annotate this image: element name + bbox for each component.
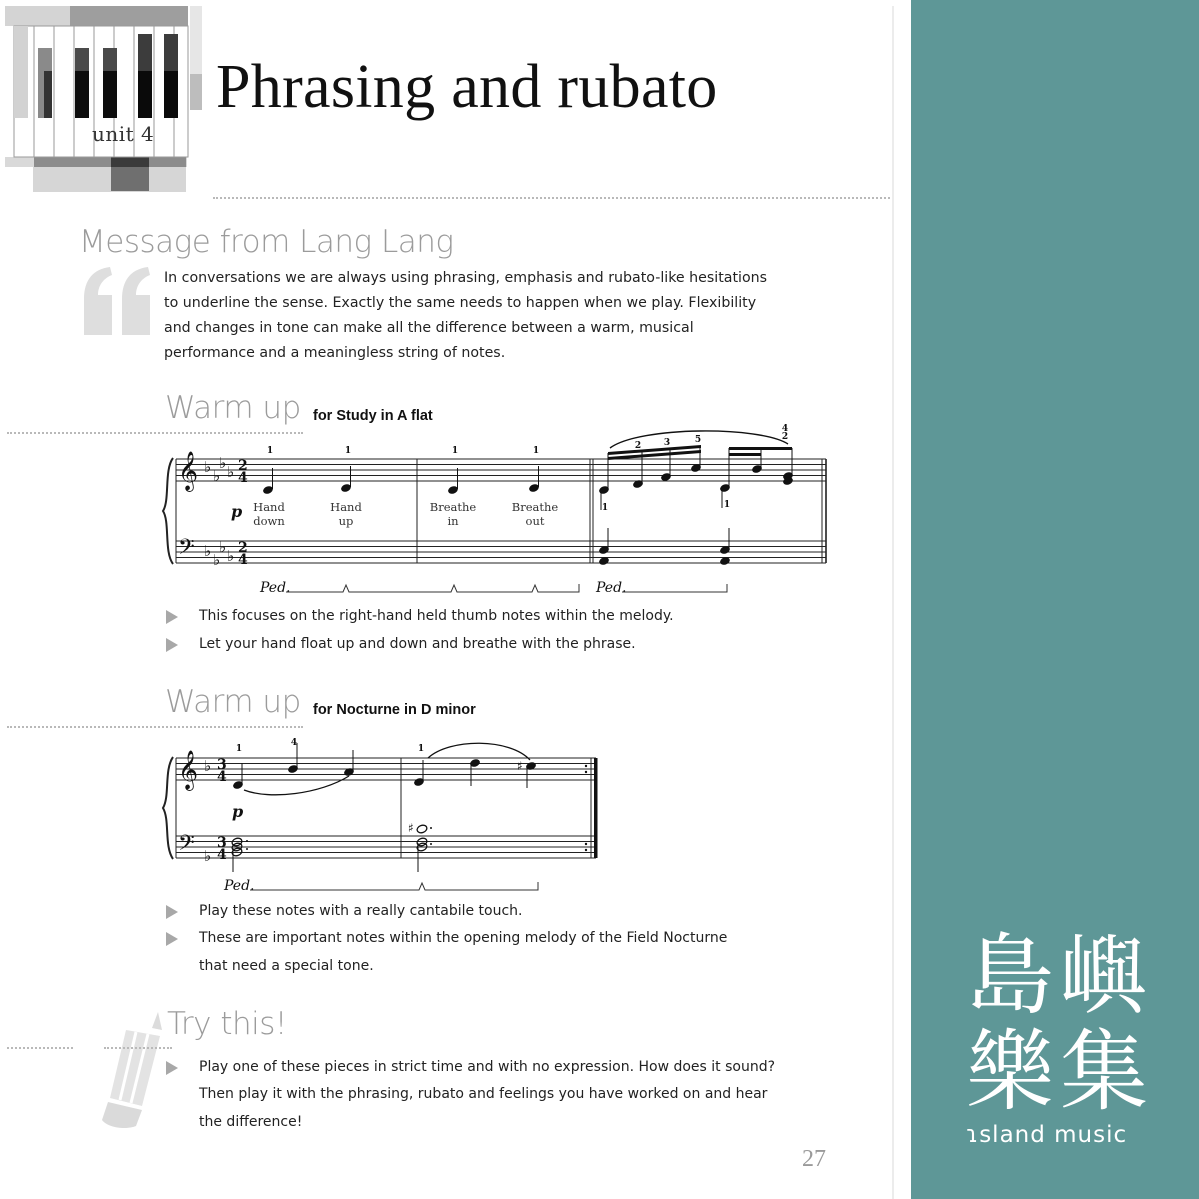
bullet-arrow-icon xyxy=(166,638,178,652)
svg-text:Ped.: Ped. xyxy=(224,878,255,894)
bullet-arrow-icon xyxy=(166,905,178,919)
quote-icon xyxy=(80,265,154,337)
svg-text:𝄞: 𝄞 xyxy=(178,451,199,491)
svg-text:4: 4 xyxy=(290,738,298,748)
svg-text:Breathe: Breathe xyxy=(429,500,477,514)
message-body xyxy=(164,266,767,366)
bullet-arrow-icon xyxy=(166,610,178,624)
pencil-icon xyxy=(96,1010,166,1130)
svg-text:1: 1 xyxy=(235,744,243,754)
try-this-heading: Try this! xyxy=(167,1006,287,1042)
message-heading: Message from Lang Lang xyxy=(79,224,454,260)
svg-text:4: 4 xyxy=(238,552,248,568)
bullet-text: Play one of these pieces in strict time and with no expression. How does it sound? xyxy=(199,1059,776,1075)
svg-text:𝄞: 𝄞 xyxy=(178,750,199,790)
svg-text:Hand: Hand xyxy=(330,500,362,514)
svg-text:♭: ♭ xyxy=(219,538,227,556)
bullet-text: These are important notes within the opening melody of the Field Nocturne xyxy=(199,930,728,946)
svg-text:4: 4 xyxy=(238,470,248,486)
svg-text:♭: ♭ xyxy=(213,551,221,569)
svg-text:♭: ♭ xyxy=(204,542,212,560)
try-this-divider-right xyxy=(104,1047,172,1049)
svg-text:p: p xyxy=(232,802,244,821)
svg-text:1: 1 xyxy=(266,446,274,456)
svg-text:♭: ♭ xyxy=(204,458,212,476)
svg-text:♭: ♭ xyxy=(204,757,212,775)
svg-text:4: 4 xyxy=(217,847,227,863)
svg-text:in: in xyxy=(447,514,459,528)
svg-text:Ped.: Ped. xyxy=(260,580,291,596)
try-this-divider-left xyxy=(7,1047,73,1049)
message-line: performance and a meaningless string of notes. xyxy=(164,345,506,361)
bullet-text: the difference! xyxy=(199,1114,303,1130)
svg-text:4: 4 xyxy=(781,424,789,434)
message-line: In conversations we are always using phrasing, emphasis and rubato-like hesitations xyxy=(164,270,768,286)
message-line: and changes in tone can make all the difference between a warm, musical xyxy=(164,320,694,336)
message-line: to underline the sense. Exactly the same needs to happen when we play. Flexibility xyxy=(164,295,757,311)
svg-text:♭: ♭ xyxy=(227,463,235,481)
page-number: 27 xyxy=(802,1146,826,1172)
svg-text:2: 2 xyxy=(634,441,642,451)
unit-label: unit 4 xyxy=(92,122,155,146)
score-study-a-flat xyxy=(160,420,840,600)
brand-chinese-line1: 島嶼 xyxy=(966,924,1155,1027)
bullet-text: This focuses on the right-hand held thumb notes within the melody. xyxy=(199,608,674,624)
svg-text:♭: ♭ xyxy=(204,847,212,865)
svg-text:1: 1 xyxy=(344,446,352,456)
bullet-text: that need a special tone. xyxy=(199,958,374,974)
brand-chinese-line2: 樂集 xyxy=(966,1020,1155,1123)
page-edge xyxy=(892,6,894,1199)
svg-text:♯: ♯ xyxy=(517,759,523,773)
svg-text:Breathe: Breathe xyxy=(511,500,559,514)
bullet-text: Then play it with the phrasing, rubato and feelings you have worked on and hear xyxy=(199,1086,768,1102)
svg-text:up: up xyxy=(338,514,354,528)
title-divider xyxy=(213,197,890,199)
svg-text:2: 2 xyxy=(238,540,248,556)
score-nocturne-d-minor xyxy=(160,730,610,900)
bullet-text: Let your hand float up and down and breathe with the phrase. xyxy=(199,636,636,652)
bullet-arrow-icon xyxy=(166,1061,178,1075)
warmup1-subtitle: for Study in A flat xyxy=(313,408,433,424)
svg-text:2: 2 xyxy=(238,458,248,474)
svg-text:Hand: Hand xyxy=(253,500,285,514)
svg-text:p: p xyxy=(231,502,243,521)
svg-text:3: 3 xyxy=(663,438,671,448)
svg-text:down: down xyxy=(253,514,285,528)
bullet-text: Play these notes with a really cantabile touch. xyxy=(199,903,523,919)
warmup2-subtitle: for Nocturne in D minor xyxy=(313,702,476,718)
island-music-logo xyxy=(966,924,1166,1148)
warmup1-heading: Warm up xyxy=(165,390,301,426)
svg-text:4: 4 xyxy=(217,769,227,785)
svg-text:♯: ♯ xyxy=(408,821,414,835)
svg-text:1: 1 xyxy=(601,503,609,513)
svg-text:♭: ♭ xyxy=(227,547,235,565)
warmup2-heading: Warm up xyxy=(165,684,301,720)
warmup2-divider xyxy=(7,726,303,728)
svg-text:𝄢: 𝄢 xyxy=(178,535,195,565)
piano-keys-icon xyxy=(4,6,204,200)
svg-text:♭: ♭ xyxy=(213,467,221,485)
svg-text:1: 1 xyxy=(532,446,540,456)
page-title: Phrasing and rubato xyxy=(216,53,718,121)
svg-text:Ped.: Ped. xyxy=(596,580,627,596)
svg-text:𝄢: 𝄢 xyxy=(178,831,195,861)
svg-text:1: 1 xyxy=(417,744,425,754)
svg-text:1: 1 xyxy=(723,500,731,510)
svg-text:5: 5 xyxy=(694,435,702,445)
bullet-arrow-icon xyxy=(166,932,178,946)
svg-text:♭: ♭ xyxy=(219,454,227,472)
svg-text:1: 1 xyxy=(451,446,459,456)
brand-english: ɿsland music xyxy=(966,1122,1128,1148)
svg-text:3: 3 xyxy=(217,757,227,773)
svg-text:2: 2 xyxy=(781,432,789,442)
svg-text:3: 3 xyxy=(217,835,227,851)
svg-text:out: out xyxy=(525,514,545,528)
